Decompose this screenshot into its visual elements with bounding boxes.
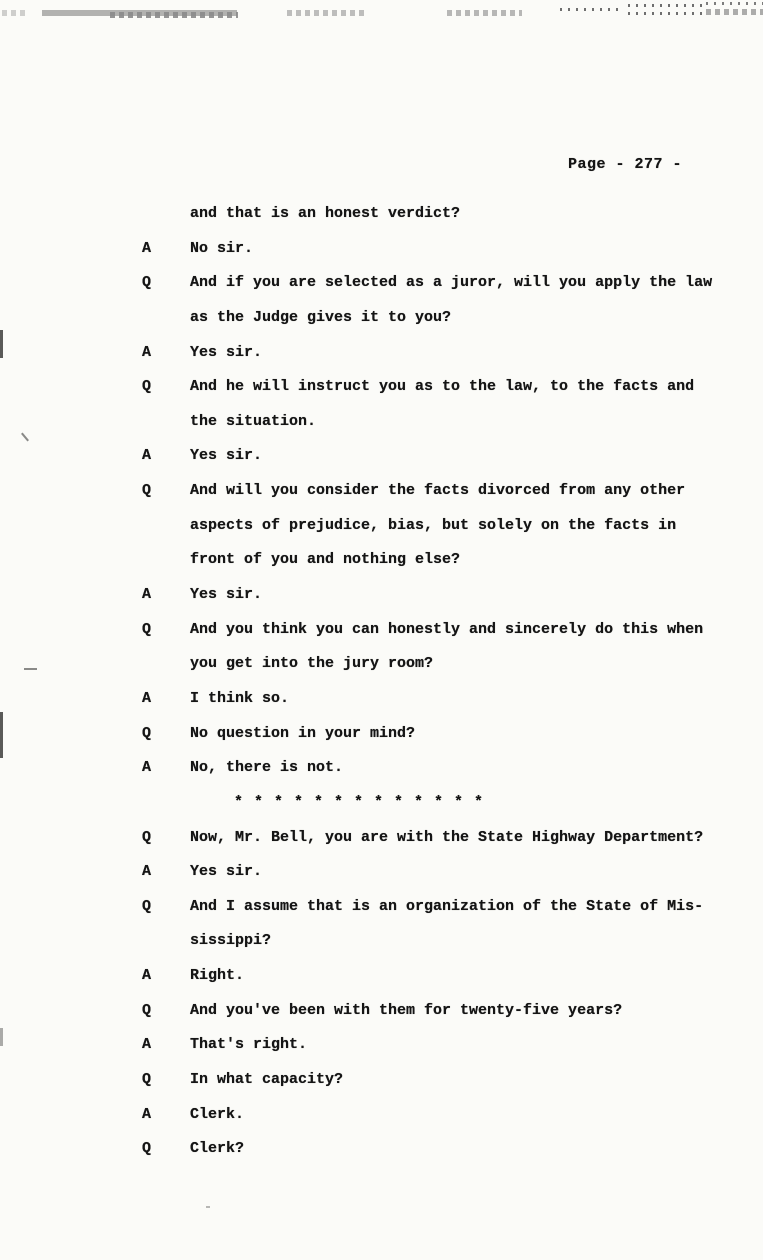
qa-marker: A bbox=[142, 239, 152, 257]
transcript-line bbox=[142, 482, 732, 517]
line-text: sissippi? bbox=[190, 932, 272, 950]
scan-artifact bbox=[206, 1206, 210, 1208]
qa-marker: Q bbox=[142, 1140, 152, 1158]
transcript-line bbox=[142, 205, 732, 240]
line-text: And he will instruct you as to the law, to the facts and bbox=[190, 378, 695, 396]
line-text: you get into the jury room? bbox=[190, 655, 434, 673]
qa-marker: A bbox=[142, 689, 152, 707]
line-text: aspects of prejudice, bias, but solely on the facts in bbox=[190, 516, 677, 534]
transcript-line bbox=[142, 1140, 732, 1175]
line-text: That's right. bbox=[190, 1036, 308, 1054]
qa-marker: A bbox=[142, 447, 152, 465]
transcript-line bbox=[142, 309, 732, 344]
transcript-line bbox=[142, 378, 732, 413]
qa-marker: Q bbox=[142, 274, 152, 292]
transcript-line bbox=[142, 1106, 732, 1141]
line-text: Yes sir. bbox=[190, 343, 263, 361]
line-text: Right. bbox=[190, 967, 245, 985]
transcript-line bbox=[142, 240, 732, 275]
qa-marker: A bbox=[142, 759, 152, 777]
qa-marker bbox=[142, 932, 190, 967]
scan-artifact bbox=[24, 668, 37, 670]
line-text: Now, Mr. Bell, you are with the State Highway Department? bbox=[190, 828, 704, 846]
scan-artifact bbox=[560, 8, 620, 11]
scan-artifact bbox=[110, 12, 238, 18]
line-text: as the Judge gives it to you? bbox=[190, 308, 452, 326]
line-text: front of you and nothing else? bbox=[190, 551, 461, 569]
line-text: Yes sir. bbox=[190, 447, 263, 465]
scan-artifact bbox=[21, 433, 29, 442]
transcript-line bbox=[142, 690, 732, 725]
transcript-body bbox=[142, 205, 732, 1175]
scan-artifact bbox=[447, 10, 522, 16]
transcript-line bbox=[142, 967, 732, 1002]
line-text: No question in your mind? bbox=[190, 724, 416, 742]
scan-artifact bbox=[628, 12, 703, 15]
qa-marker: A bbox=[142, 1036, 152, 1054]
qa-marker: Q bbox=[142, 724, 152, 742]
line-text: and that is an honest verdict? bbox=[190, 205, 461, 222]
line-text: Yes sir. bbox=[190, 863, 263, 881]
transcript-line bbox=[142, 1071, 732, 1106]
qa-marker bbox=[142, 517, 190, 552]
qa-marker bbox=[142, 309, 190, 344]
transcript-line bbox=[142, 274, 732, 309]
line-text: And if you are selected as a juror, will you apply the law bbox=[190, 274, 713, 292]
scan-artifact bbox=[0, 1028, 3, 1046]
line-text: Yes sir. bbox=[190, 586, 263, 604]
qa-marker: A bbox=[142, 967, 152, 985]
qa-marker bbox=[142, 551, 190, 586]
scan-artifact bbox=[0, 712, 3, 758]
qa-marker bbox=[142, 205, 190, 240]
line-text: the situation. bbox=[190, 412, 317, 430]
transcript-line bbox=[142, 829, 732, 864]
transcript-line bbox=[142, 863, 732, 898]
qa-marker: A bbox=[142, 863, 152, 881]
separator-line bbox=[142, 794, 732, 829]
line-text: No, there is not. bbox=[190, 759, 344, 777]
line-text: And you've been with them for twenty-five years? bbox=[190, 1001, 623, 1019]
qa-marker: Q bbox=[142, 1071, 152, 1089]
transcript-line bbox=[142, 413, 732, 448]
qa-marker: Q bbox=[142, 897, 152, 915]
scan-artifact bbox=[2, 10, 26, 16]
transcript-line bbox=[142, 1002, 732, 1037]
line-text: * * * * * * * * * * * * * bbox=[234, 793, 485, 811]
scan-artifact bbox=[706, 9, 763, 15]
qa-marker: Q bbox=[142, 620, 152, 638]
scan-artifact bbox=[628, 4, 703, 7]
transcript-line bbox=[142, 898, 732, 933]
line-text: And I assume that is an organization of the State of Mis- bbox=[190, 897, 704, 915]
qa-marker: Q bbox=[142, 482, 152, 500]
transcript-line bbox=[142, 725, 732, 760]
scan-artifact bbox=[287, 10, 367, 16]
scan-artifact bbox=[706, 2, 763, 5]
transcript-line bbox=[142, 759, 732, 794]
transcript-line bbox=[142, 586, 732, 621]
qa-marker: Q bbox=[142, 378, 152, 396]
line-text: I think so. bbox=[190, 689, 290, 707]
qa-marker: A bbox=[142, 586, 152, 604]
scan-artifact bbox=[0, 330, 3, 358]
qa-marker: A bbox=[142, 343, 152, 361]
transcript-line bbox=[142, 655, 732, 690]
transcript-line bbox=[142, 551, 732, 586]
line-text: Clerk? bbox=[190, 1140, 245, 1158]
line-text: In what capacity? bbox=[190, 1071, 344, 1089]
qa-marker bbox=[142, 413, 190, 448]
qa-marker bbox=[142, 655, 190, 690]
transcript-line bbox=[142, 344, 732, 379]
transcript-line bbox=[142, 621, 732, 656]
scan-artifact bbox=[42, 10, 237, 16]
qa-marker: A bbox=[142, 1105, 152, 1123]
line-text: And will you consider the facts divorced from any other bbox=[190, 482, 686, 500]
transcript-line bbox=[142, 932, 732, 967]
transcript-line bbox=[142, 447, 732, 482]
line-text: And you think you can honestly and sincerely do this when bbox=[190, 620, 704, 638]
line-text: Clerk. bbox=[190, 1105, 245, 1123]
transcript-line bbox=[142, 517, 732, 552]
page-number: Page - 277 - bbox=[568, 156, 683, 173]
line-text: No sir. bbox=[190, 239, 254, 257]
transcript-line bbox=[142, 1036, 732, 1071]
qa-marker: Q bbox=[142, 828, 152, 846]
qa-marker: Q bbox=[142, 1001, 152, 1019]
